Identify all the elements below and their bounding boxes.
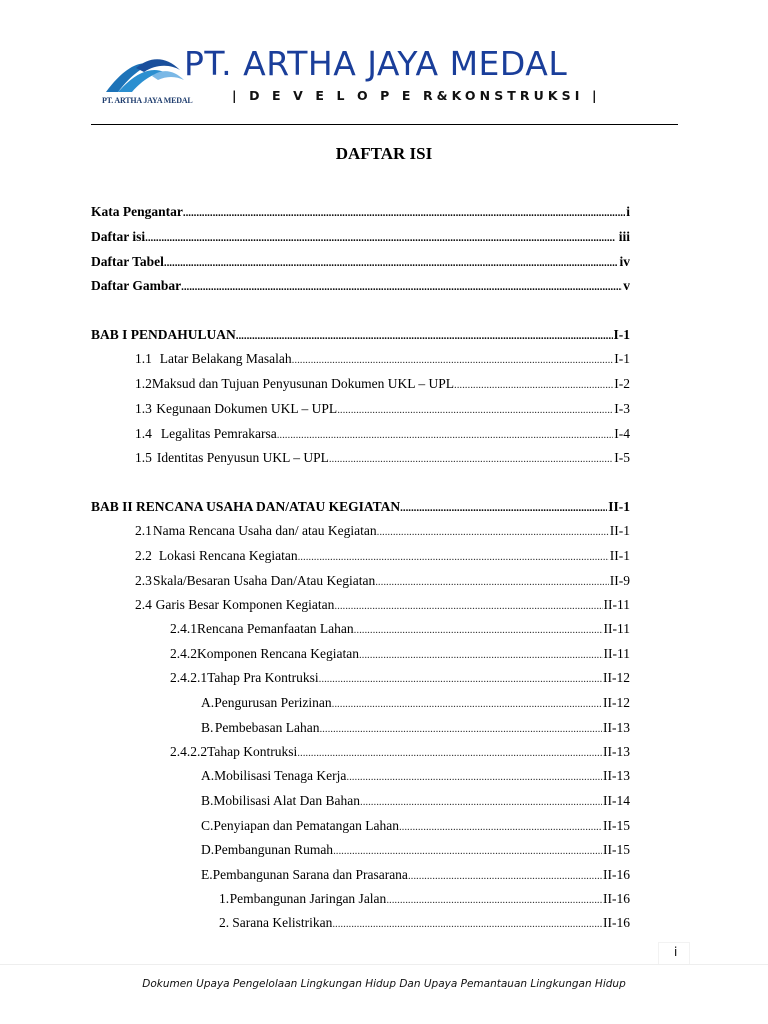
toc-page-ref: II-11 [603,646,630,661]
toc-row[interactable] [219,915,630,933]
toc-row[interactable] [91,499,630,517]
dot-leader [333,846,602,857]
toc-page-ref: II-1 [609,523,630,538]
toc-number: E. [201,867,213,882]
toc-label: Latar Belakang Masalah [159,351,292,366]
toc-label: Penyiapan dan Pematangan Lahan [213,818,399,833]
dot-leader [181,282,622,293]
toc-label: Garis Besar Komponen Kegiatan [155,597,335,612]
toc-number: 2.4.2 [170,646,197,661]
toc-row[interactable] [135,426,630,444]
toc-row[interactable] [91,327,630,345]
toc-row[interactable] [135,450,630,468]
toc-number: 1. [219,891,230,906]
toc-page-ref: iii [618,229,630,244]
toc-number: B. [201,720,214,735]
toc-label: Mobilisasi Tenaga Kerja [214,768,347,783]
toc-row[interactable] [201,695,630,713]
toc-row[interactable] [135,573,630,591]
toc-number: 1.4 [135,426,152,441]
dot-leader [277,430,614,441]
toc-page-ref: II-15 [603,818,630,833]
dot-leader [319,674,602,685]
toc-number: 2.4.2.2 [170,744,208,759]
toc-page-ref: II-13 [603,720,630,735]
dot-leader [297,748,602,759]
toc-page-ref: II-11 [603,621,630,636]
toc-page-ref: II-13 [603,768,630,783]
toc-page-ref: v [623,278,630,293]
toc-page-ref: II-14 [603,793,630,808]
toc-page-ref: II-15 [603,842,630,857]
toc-page-ref: II-12 [603,670,630,685]
toc-row[interactable] [135,401,630,419]
toc-row[interactable] [91,204,630,222]
dot-leader [332,919,602,930]
toc-page-ref: II-1 [609,548,630,563]
toc-row[interactable] [91,278,630,296]
dot-leader [399,822,602,833]
toc-label: Nama Rencana Usaha dan/ atau Kegiatan [152,523,377,538]
toc-page-ref: I-2 [614,376,630,391]
dot-leader [346,772,602,783]
toc-number: C. [201,818,214,833]
footer-divider [0,964,768,965]
toc-number: 2.4 [135,597,152,612]
dot-leader [454,380,613,391]
toc-label: Komponen Rencana Kegiatan [197,646,359,661]
toc-label: Daftar Tabel [91,254,164,269]
dot-leader [354,625,603,636]
toc-label: Legalitas Pemrakarsa [160,426,277,441]
toc-row[interactable] [201,842,630,860]
toc-row[interactable] [135,523,630,541]
dot-leader [334,601,602,612]
toc-label: Tahap Kontruksi [207,744,298,759]
dot-leader [292,355,614,366]
footer-text: Dokumen Upaya Pengelolaan Lingkungan Hidup Dan Upaya Pemantauan Lingkungan Hidup [142,978,626,990]
toc-label: Pengurusan Perizinan [214,695,332,710]
toc-page-ref: I-3 [614,401,630,416]
toc-number: A. [201,768,215,783]
toc-row[interactable] [135,597,630,615]
toc-label: Kata Pengantar [91,204,183,219]
header-divider [91,124,678,125]
toc-number: 2.2 [135,548,152,563]
toc-row[interactable] [170,621,630,639]
toc-number: 1.5 [135,450,152,465]
toc-label: Sarana Kelistrikan [232,915,333,930]
toc-page-ref: I-4 [614,426,630,441]
dot-leader [360,797,602,808]
toc-number: 2.1 [135,523,152,538]
toc-number: 2. [219,915,230,930]
toc-label: BAB I PENDAHULUAN [91,327,236,342]
dot-leader [164,258,619,269]
toc-row[interactable] [170,744,630,762]
toc-number: 2.4.2.1 [170,670,208,685]
company-name: PT. ARTHA JAYA MEDAL [184,44,568,83]
toc-page-ref: II-16 [603,891,630,906]
toc-label: Pembangunan Rumah [214,842,334,857]
toc-page-ref: i [626,204,630,219]
toc-row[interactable] [201,818,630,836]
dot-leader [329,454,613,465]
toc-label: Daftar Gambar [91,278,182,293]
toc-page-ref: II-1 [608,499,630,514]
toc-label: Pembangunan Jaringan Jalan [229,891,387,906]
toc-label: Kegunaan Dokumen UKL – UPL [156,401,338,416]
toc-row[interactable] [91,229,630,247]
toc-page-ref: I-1 [614,351,630,366]
dot-leader [359,650,603,661]
toc-number: A. [201,695,215,710]
toc-row[interactable] [201,768,630,786]
toc-number: D. [201,842,215,857]
toc-page-ref: II-16 [603,867,630,882]
dot-leader [408,871,602,882]
toc-row[interactable] [91,254,630,272]
toc-page-ref: II-11 [603,597,630,612]
dot-leader [375,577,609,588]
dot-leader [386,895,602,906]
dot-leader [377,527,609,538]
toc-number: 1.1 [135,351,152,366]
toc-label: Identitas Penyusun UKL – UPL [156,450,329,465]
toc-number: 2.3 [135,573,152,588]
toc-page-ref: II-16 [603,915,630,930]
toc-page-ref: I-5 [614,450,630,465]
dot-leader [236,331,613,342]
toc-row[interactable] [219,891,630,909]
dot-leader [400,503,607,514]
page-number: i [674,945,678,959]
toc-label: Skala/Besaran Usaha Dan/Atau Kegiatan [152,573,376,588]
toc-row[interactable] [170,670,630,688]
toc-row[interactable] [170,646,630,664]
toc-number: 2.4.1 [170,621,197,636]
toc-number: 1.3 [135,401,152,416]
toc-row[interactable] [201,720,630,738]
toc-row[interactable] [135,351,630,369]
toc-label: Tahap Pra Kontruksi [207,670,319,685]
toc-row[interactable] [135,376,630,394]
toc-page-ref: iv [619,254,630,269]
toc-label: Rencana Pemanfaatan Lahan [197,621,354,636]
company-tagline: | D E V E L O P E R&KONSTRUKSI | [232,88,601,103]
toc-label: Daftar isi [91,229,146,244]
toc-row[interactable] [135,548,630,566]
toc-label: Lokasi Rencana Kegiatan [158,548,298,563]
toc-page-ref: II-13 [603,744,630,759]
toc-page-ref: II-12 [603,695,630,710]
toc-row[interactable] [201,867,630,885]
toc-label: Maksud dan Tujuan Penyusunan Dokumen UKL – UPL [151,376,454,391]
toc-label: BAB II RENCANA USAHA DAN/ATAU KEGIATAN [91,499,401,514]
toc-page-ref: II-9 [609,573,630,588]
toc-label: Mobilisasi Alat Dan Bahan [213,793,360,808]
page-title: DAFTAR ISI [335,144,433,163]
dot-leader [332,699,602,710]
logo-caption: PT. ARTHA JAYA MEDAL [102,96,193,105]
toc-number: B. [201,793,214,808]
toc-number: 1.2 [135,376,152,391]
toc-label: Pembangunan Sarana dan Prasarana [212,867,408,882]
toc-label: Pembebasan Lahan [214,720,320,735]
dot-leader [183,208,625,219]
dot-leader [337,405,613,416]
dot-leader [145,233,618,244]
toc-row[interactable] [201,793,630,811]
toc-page-ref: I-1 [613,327,630,342]
dot-leader [319,724,602,735]
dot-leader [298,552,609,563]
